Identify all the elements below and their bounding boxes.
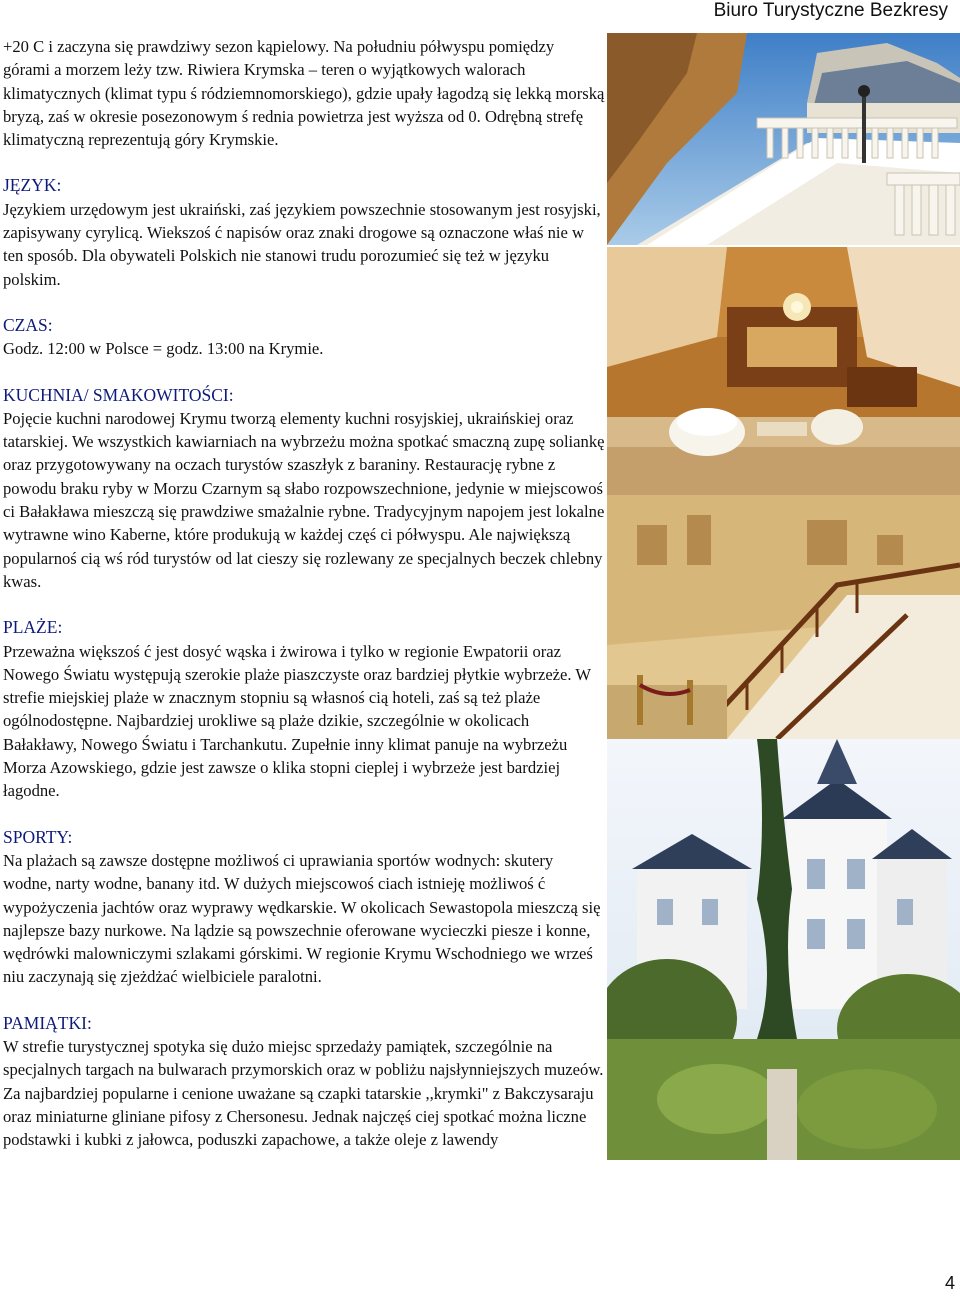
section-time xyxy=(3,314,605,361)
section-body: W strefie turystycznej spotyka się dużo miejsc sprzedaży pamiątek, szczególnie na specjalnych targach na bulwarach przymorskich oraz w pobliżu najsłynniejszych muzeów. Za najbardziej popularne i cenione uważane są czapki tatarskie ,,krymki" z Bakczysaraju oraz miniaturne gliniane pifosy z Chersonesu. Jednak najczęś ciej spotkać można liczne podstawki i kubki z jałowca, poduszki zapachowe, a także oleje z lawendy xyxy=(3,1036,604,1150)
article-body xyxy=(3,35,605,1151)
hotel-staircase-photo xyxy=(607,495,960,739)
page-header: Biuro Turystyczne Bezkresy xyxy=(713,0,948,21)
intro-paragraph: +20 C i zaczyna się prawdziwy sezon kąpielowy. Na południu półwyspu pomiędzy górami a morzem leży tzw. Riwiera Krymska – teren o wyjątkowych walorach klimatycznych (klimat typu ś ródziemnomorskiego), gdzie upały łagodzą się lekką morską bryzą, zaś w okresie posezonowym ś rednia powietrza jest wyższa od 0. Odrębną strefę klimatyczną reprezentują góry Krymskie. xyxy=(3,37,605,150)
section-body: Godz. 12:00 w Polsce = godz. 13:00 na Krymie. xyxy=(3,339,324,359)
page-number: 4 xyxy=(944,1273,955,1293)
section-sports xyxy=(3,826,605,989)
hotel-lobby-photo xyxy=(607,247,960,495)
section-body: Na plażach są zawsze dostępne możliwoś ci uprawiania sportów wodnych: skutery wodne, narty wodne, banany itd. W dużych miejscowoś ciach istnieję możliwoś ć wypożyczenia jachtów oraz wyprawy wędkarskie. W okolicach Sewastopola mieszczą się najlepsze bazy nurkowe. Na lądzie są powszechnie oferowane wycieczki piesze i konne, wędrówki malowniczymi szlakami górskimi. W regionie Krymu Wschodniego we wrześ niu zaczynają się zjeżdżać wielbiciele paralotni. xyxy=(3,850,601,987)
section-body: Językiem urzędowym jest ukraiński, zaś językiem powszechnie stosowanym jest rosyjski, zapisywany cyrylicą. Wiekszoś ć napisów oraz znaki drogowe są oznaczone właś nie w ten sposób. Dla obywateli Polskich nie stanowi trudu porozumieć się też w języku polskim. xyxy=(3,199,601,289)
section-heading: PAMIĄTKI: xyxy=(3,1012,92,1033)
section-heading: CZAS: xyxy=(3,314,53,335)
section-beaches xyxy=(3,616,605,802)
section-body: Przeważna większoś ć jest dosyć wąska i żwirowa i tylko w regionie Ewpatorii oraz Nowego Światu występują szerokie plaże piaszczyste oraz bardziej płytkie wybrzeże. W strefie miejskiej plaże w znacznym stopniu są własnoś cią hoteli, zaś są też plaże ogólnodostępne. Najbardziej urokliwe są plaże dzikie, szczególnie w okolicach Bałakławy, Nowego Światu i Tarchankutu. Zupełnie inny klimat panuje na wybrzeżu Morza Azowskiego, gdzie jest zawsze o klika stopni cieplej i wybrzeże jest bardziej łagodne. xyxy=(3,641,591,801)
section-heading: JĘZYK: xyxy=(3,175,62,196)
villa-garden-photo xyxy=(607,739,960,1160)
section-body: Pojęcie kuchni narodowej Krymu tworzą elementy kuchni rosyjskiej, ukraińskiej oraz tatarskiej. We wszystkich kawiarniach na wybrzeżu można spotkać smaczną zupę soliankę oraz przygotowywany na oczach turystów szaszłyk z baraniny. Restaurację rybne z powodu braku ryby w Morzu Czarnym są słabo rozpowszechnione, jedynie w miejscowoś ci Bałakława mieszczą się prawdziwe smażalnie rybne. Tradycyjnym napojem jest lokalne wytrawne wino Kaberne, które produkują w każdej częś ci półwyspu. Ale największą popularnoś cią wś ród turystów od lat cieszy się rozlewany ze specjalnych beczek chlebny kwas. xyxy=(3,408,605,591)
section-heading: KUCHNIA/ SMAKOWITOŚCI: xyxy=(3,384,234,405)
section-heading: PLAŻE: xyxy=(3,617,63,638)
hotel-terrace-photo xyxy=(607,33,960,245)
section-heading: SPORTY: xyxy=(3,826,73,847)
section-language xyxy=(3,174,605,290)
section-souvenirs xyxy=(3,1012,605,1152)
section-cuisine xyxy=(3,384,605,594)
